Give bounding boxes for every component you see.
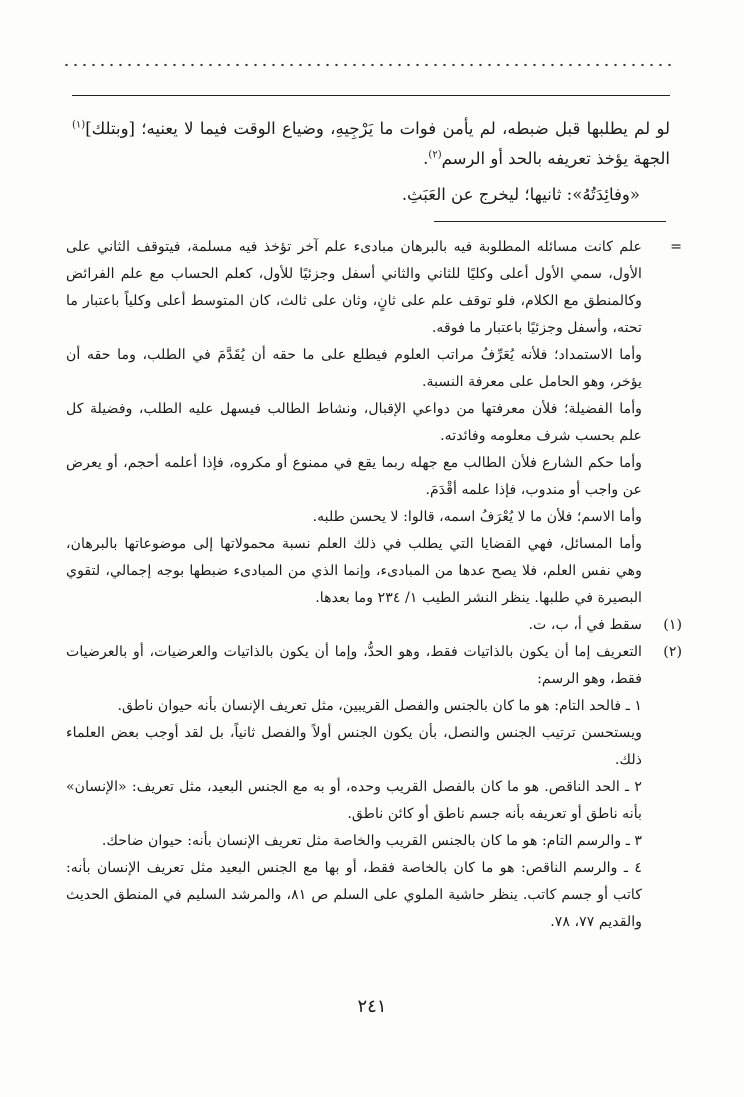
header-dotted-line (62, 62, 674, 68)
footnote-line: ١ ـ فالحد التام: هو ما كان بالجنس والفصل القريبين، مثل تعريف الإنسان بأنه حيوان ناطق. (117, 698, 642, 714)
footnote-1-mark: (١) (663, 617, 682, 633)
footnotes (66, 234, 682, 936)
footnote-separator (434, 221, 666, 222)
footnote-line: وأما المسائل، فهي القضايا التي يطلب في ذلك العلم نسبة محمولاتها إلى موضوعاتها بالبرهان، وهي نفس العلم، فلا يصح عدها من المبادىء، وإنما الذي من المبادىء ضبطها بوجه إجمالي، لتقوي البصيرة في طلبها. ينظر النشر الطيب ١/ ٢٣٤ وما بعدها. (66, 536, 642, 606)
footnote-line: ٢ ـ الحد الناقص. هو ما كان بالفصل القريب وحده، أو به مع الجنس البعيد، مثل تعريف: «الإنسان» بأنه ناطق أو تعريفه بأنه جسم ناطق أو كائن ناطق. (66, 779, 642, 822)
footnote-line: علم كانت مسائله المطلوبة فيه بالبرهان مبادىء علم آخر تؤخذ فيه مسلمة، فيتوقف الثاني على الأول، سمي الأول أعلى وكليًا للثاني والثاني أسفل وجزئيًا للأول، كعلم الحساب مع علم الفرائض وكالمنطق مع الكلام، فلو توقف علم على ثانٍ، وثان على ثالث، كان المتوسط أعلى وكلياً باعتبار ما تحته، وأسفل وجزئيًا باعتبار ما فوقه. (66, 239, 642, 336)
footnote-ref-1[interactable]: (١) (72, 119, 86, 131)
main-paragraph-1: لو لم يطلبها قبل ضبطه، لم يأمن فوات ما يَرْجِيهِ، وضياع الوقت فيما لا يعنيه؛ [وبتلك]$^{(١)}$ الجهة يؤخذ تعريفه بالحد أو الرسم$^{(٢)}$. (72, 119, 670, 168)
main-paragraph-2: «وفائِدَتُهُ»: ثانيها؛ ليخرج عن العَبَثِ. (401, 185, 640, 204)
footnote-2-mark: (٢) (663, 644, 682, 660)
footnote-2 (66, 639, 682, 936)
footnote-line: وأما الاستمداد؛ فلأنه يُعَرِّفُ مراتب العلوم فيطلع على ما حقه أن يُقَدَّمَ في الطلب، وما حقه أن يؤخر، وهو الحامل على معرفة النسبة. (66, 347, 642, 390)
footnote-ref-2[interactable]: (٢) (428, 149, 442, 161)
main-text (72, 114, 670, 210)
footnote-line: التعريف إما أن يكون بالذاتيات فقط، وهو الحدُّ، وإما أن يكون بالذاتيات والعرضيات، أو بالعرضيات فقط، وهو الرسم: (66, 644, 642, 687)
footnote-1-text: سقط في أ، ب، ت. (528, 617, 642, 633)
footnote-line: ٣ ـ والرسم التام: هو ما كان بالجنس القريب والخاصة مثل تعريف الإنسان بأنه: حيوان ضاحك. (101, 833, 642, 849)
header-rule (72, 95, 670, 96)
footnote-1 (66, 612, 682, 639)
footnote-line: ٤ ـ والرسم الناقص: هو ما كان بالخاصة فقط، أو بها مع الجنس البعيد مثل تعريف الإنسان بأنه: كاتب أو جسم كاتب. ينظر حاشية الملوي على السلم ص ٨١، والمرشد السليم في المنطق الحديث والقديم ٧٧، ٧٨. (66, 860, 643, 930)
page-number: ٢٤١ (357, 996, 387, 1017)
footnote-line: وأما الفضيلة؛ فلأن معرفتها من دواعي الإقبال، ونشاط الطالب فيسهل عليه الطلب، وفضيلة كل علم بحسب شرف معلومه وفائدته. (66, 401, 642, 444)
continuation-mark: = (670, 239, 682, 255)
footnote-line: وأما حكم الشارع فلأن الطالب مع جهله ربما يقع في ممنوع أو مكروه، فإذا أعلمه أحجم، أو يعرض عن واجب أو مندوب، فإذا علمه أقْدَمَ. (66, 455, 642, 498)
footnote-line: وأما الاسم؛ فلأن ما لا يُعْرَفُ اسمه، قالوا: لا يحسن طلبه. (312, 509, 642, 525)
footnote-continuation (66, 234, 682, 612)
footnote-line: ويستحسن ترتيب الجنس والنصل، بأن يكون الجنس أولاً والفصل ثانياً، بل لقد أوجب بعض العلماء ذلك. (66, 725, 642, 768)
